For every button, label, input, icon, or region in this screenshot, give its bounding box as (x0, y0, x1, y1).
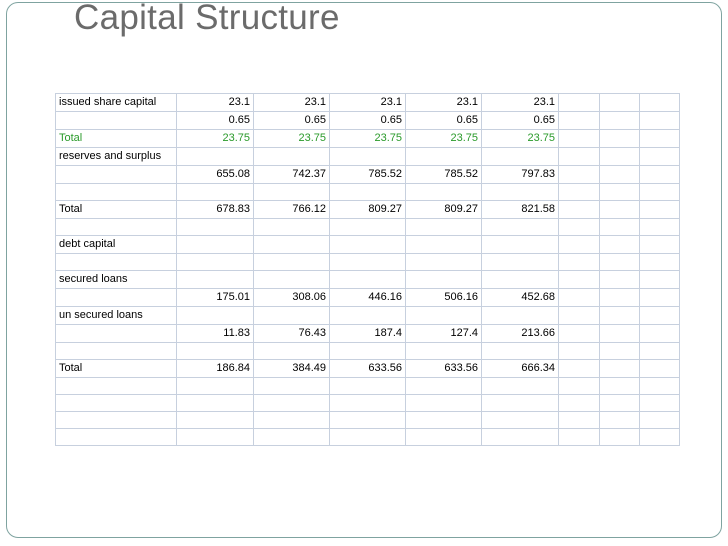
slide-title: Capital Structure (74, 0, 340, 37)
empty-cell (640, 166, 680, 184)
table-row (56, 271, 680, 289)
value-cell: 0.65 (482, 112, 559, 130)
value-cell: 127.4 (406, 325, 482, 343)
empty-cell (600, 236, 640, 254)
value-cell: 186.84 (177, 360, 254, 378)
row-label: Total (56, 130, 177, 148)
value-cell (177, 378, 254, 395)
value-cell (177, 236, 254, 254)
value-cell (482, 343, 559, 360)
value-cell (177, 343, 254, 360)
value-cell (482, 378, 559, 395)
value-cell: 175.01 (177, 289, 254, 307)
value-cell: 742.37 (254, 166, 330, 184)
value-cell (406, 148, 482, 166)
value-cell: 384.49 (254, 360, 330, 378)
empty-cell (559, 360, 600, 378)
value-cell (482, 412, 559, 429)
empty-cell (600, 219, 640, 236)
empty-cell (559, 395, 600, 412)
value-cell: 23.1 (406, 94, 482, 112)
row-label: Total (56, 201, 177, 219)
value-cell: 0.65 (406, 112, 482, 130)
value-cell: 809.27 (330, 201, 406, 219)
value-cell: 655.08 (177, 166, 254, 184)
empty-cell (600, 412, 640, 429)
value-cell (406, 429, 482, 446)
value-cell (177, 254, 254, 271)
empty-cell (600, 360, 640, 378)
table-row (56, 395, 680, 412)
empty-cell (600, 325, 640, 343)
empty-cell (559, 254, 600, 271)
value-cell (482, 219, 559, 236)
value-cell (330, 429, 406, 446)
value-cell (177, 412, 254, 429)
value-cell (482, 254, 559, 271)
value-cell: 0.65 (330, 112, 406, 130)
value-cell (330, 412, 406, 429)
table-row (56, 219, 680, 236)
empty-cell (559, 130, 600, 148)
empty-cell (640, 130, 680, 148)
value-cell (254, 236, 330, 254)
table-row (56, 254, 680, 271)
value-cell: 809.27 (406, 201, 482, 219)
value-cell: 23.1 (254, 94, 330, 112)
empty-cell (559, 343, 600, 360)
empty-cell (600, 271, 640, 289)
empty-cell (640, 201, 680, 219)
row-label (56, 395, 177, 412)
value-cell (254, 395, 330, 412)
value-cell: 76.43 (254, 325, 330, 343)
value-cell (406, 307, 482, 325)
value-cell (330, 148, 406, 166)
row-label (56, 254, 177, 271)
value-cell (254, 378, 330, 395)
value-cell (482, 236, 559, 254)
value-cell (330, 395, 406, 412)
empty-cell (600, 307, 640, 325)
value-cell (254, 412, 330, 429)
value-cell (482, 271, 559, 289)
empty-cell (600, 166, 640, 184)
empty-cell (559, 94, 600, 112)
empty-cell (600, 201, 640, 219)
row-label: issued share capital (56, 94, 177, 112)
empty-cell (640, 184, 680, 201)
empty-cell (559, 236, 600, 254)
value-cell (406, 378, 482, 395)
value-cell (177, 148, 254, 166)
table-row (56, 412, 680, 429)
row-label (56, 429, 177, 446)
empty-cell (600, 254, 640, 271)
value-cell: 506.16 (406, 289, 482, 307)
value-cell (330, 254, 406, 271)
value-cell (177, 429, 254, 446)
table-row (56, 130, 680, 148)
empty-cell (600, 395, 640, 412)
empty-cell (640, 236, 680, 254)
table-row (56, 325, 680, 343)
value-cell: 187.4 (330, 325, 406, 343)
value-cell (330, 184, 406, 201)
row-label (56, 184, 177, 201)
row-label (56, 325, 177, 343)
empty-cell (640, 360, 680, 378)
empty-cell (600, 378, 640, 395)
value-cell (406, 271, 482, 289)
empty-cell (600, 130, 640, 148)
value-cell: 23.1 (330, 94, 406, 112)
value-cell (330, 271, 406, 289)
value-cell: 23.1 (177, 94, 254, 112)
value-cell (482, 429, 559, 446)
row-label (56, 412, 177, 429)
empty-cell (559, 271, 600, 289)
value-cell (254, 429, 330, 446)
empty-cell (559, 201, 600, 219)
empty-cell (559, 412, 600, 429)
value-cell (406, 343, 482, 360)
table-row (56, 307, 680, 325)
value-cell (406, 184, 482, 201)
empty-cell (559, 166, 600, 184)
value-cell: 308.06 (254, 289, 330, 307)
value-cell (254, 271, 330, 289)
value-cell (177, 271, 254, 289)
empty-cell (600, 429, 640, 446)
empty-cell (559, 307, 600, 325)
table-row (56, 289, 680, 307)
empty-cell (600, 289, 640, 307)
value-cell: 766.12 (254, 201, 330, 219)
empty-cell (640, 307, 680, 325)
value-cell (254, 219, 330, 236)
empty-cell (640, 412, 680, 429)
value-cell (482, 148, 559, 166)
empty-cell (640, 429, 680, 446)
value-cell (330, 236, 406, 254)
empty-cell (640, 325, 680, 343)
value-cell: 0.65 (177, 112, 254, 130)
empty-cell (640, 94, 680, 112)
value-cell: 23.75 (482, 130, 559, 148)
value-cell (406, 395, 482, 412)
row-label (56, 378, 177, 395)
value-cell (254, 343, 330, 360)
value-cell: 633.56 (330, 360, 406, 378)
value-cell (482, 307, 559, 325)
value-cell (254, 307, 330, 325)
empty-cell (640, 219, 680, 236)
value-cell: 785.52 (406, 166, 482, 184)
value-cell: 785.52 (330, 166, 406, 184)
value-cell: 23.75 (254, 130, 330, 148)
value-cell: 821.58 (482, 201, 559, 219)
row-label (56, 166, 177, 184)
table-row (56, 378, 680, 395)
value-cell: 797.83 (482, 166, 559, 184)
table-row (56, 201, 680, 219)
empty-cell (640, 271, 680, 289)
row-label (56, 112, 177, 130)
value-cell: 23.75 (406, 130, 482, 148)
value-cell (406, 219, 482, 236)
empty-cell (559, 184, 600, 201)
value-cell (406, 412, 482, 429)
value-cell (177, 395, 254, 412)
table-row (56, 94, 680, 112)
empty-cell (640, 112, 680, 130)
value-cell (406, 236, 482, 254)
empty-cell (600, 148, 640, 166)
row-label: debt capital (56, 236, 177, 254)
value-cell (254, 148, 330, 166)
value-cell (406, 254, 482, 271)
empty-cell (559, 289, 600, 307)
row-label (56, 289, 177, 307)
empty-cell (640, 378, 680, 395)
value-cell (482, 395, 559, 412)
value-cell: 11.83 (177, 325, 254, 343)
value-cell: 452.68 (482, 289, 559, 307)
empty-cell (559, 112, 600, 130)
row-label: un secured loans (56, 307, 177, 325)
empty-cell (640, 148, 680, 166)
table-row (56, 360, 680, 378)
row-label: Total (56, 360, 177, 378)
table-row (56, 166, 680, 184)
empty-cell (559, 325, 600, 343)
value-cell: 446.16 (330, 289, 406, 307)
table-row (56, 429, 680, 446)
value-cell: 678.83 (177, 201, 254, 219)
empty-cell (640, 289, 680, 307)
capital-structure-table (55, 93, 680, 446)
value-cell: 213.66 (482, 325, 559, 343)
empty-cell (600, 184, 640, 201)
table-row (56, 112, 680, 130)
table-row (56, 148, 680, 166)
value-cell (177, 184, 254, 201)
value-cell (330, 378, 406, 395)
value-cell: 0.65 (254, 112, 330, 130)
value-cell (482, 184, 559, 201)
empty-cell (559, 219, 600, 236)
empty-cell (559, 429, 600, 446)
value-cell: 666.34 (482, 360, 559, 378)
row-label: reserves and surplus (56, 148, 177, 166)
value-cell (177, 307, 254, 325)
value-cell: 633.56 (406, 360, 482, 378)
value-cell (330, 307, 406, 325)
empty-cell (600, 343, 640, 360)
row-label (56, 219, 177, 236)
value-cell (254, 254, 330, 271)
value-cell: 23.75 (330, 130, 406, 148)
value-cell (177, 219, 254, 236)
row-label (56, 343, 177, 360)
value-cell: 23.1 (482, 94, 559, 112)
value-cell (330, 343, 406, 360)
empty-cell (559, 148, 600, 166)
table-row (56, 236, 680, 254)
value-cell: 23.75 (177, 130, 254, 148)
empty-cell (640, 254, 680, 271)
empty-cell (600, 112, 640, 130)
empty-cell (640, 395, 680, 412)
empty-cell (559, 378, 600, 395)
value-cell (254, 184, 330, 201)
table-row (56, 343, 680, 360)
value-cell (330, 219, 406, 236)
empty-cell (640, 343, 680, 360)
table-row (56, 184, 680, 201)
row-label: secured loans (56, 271, 177, 289)
empty-cell (600, 94, 640, 112)
